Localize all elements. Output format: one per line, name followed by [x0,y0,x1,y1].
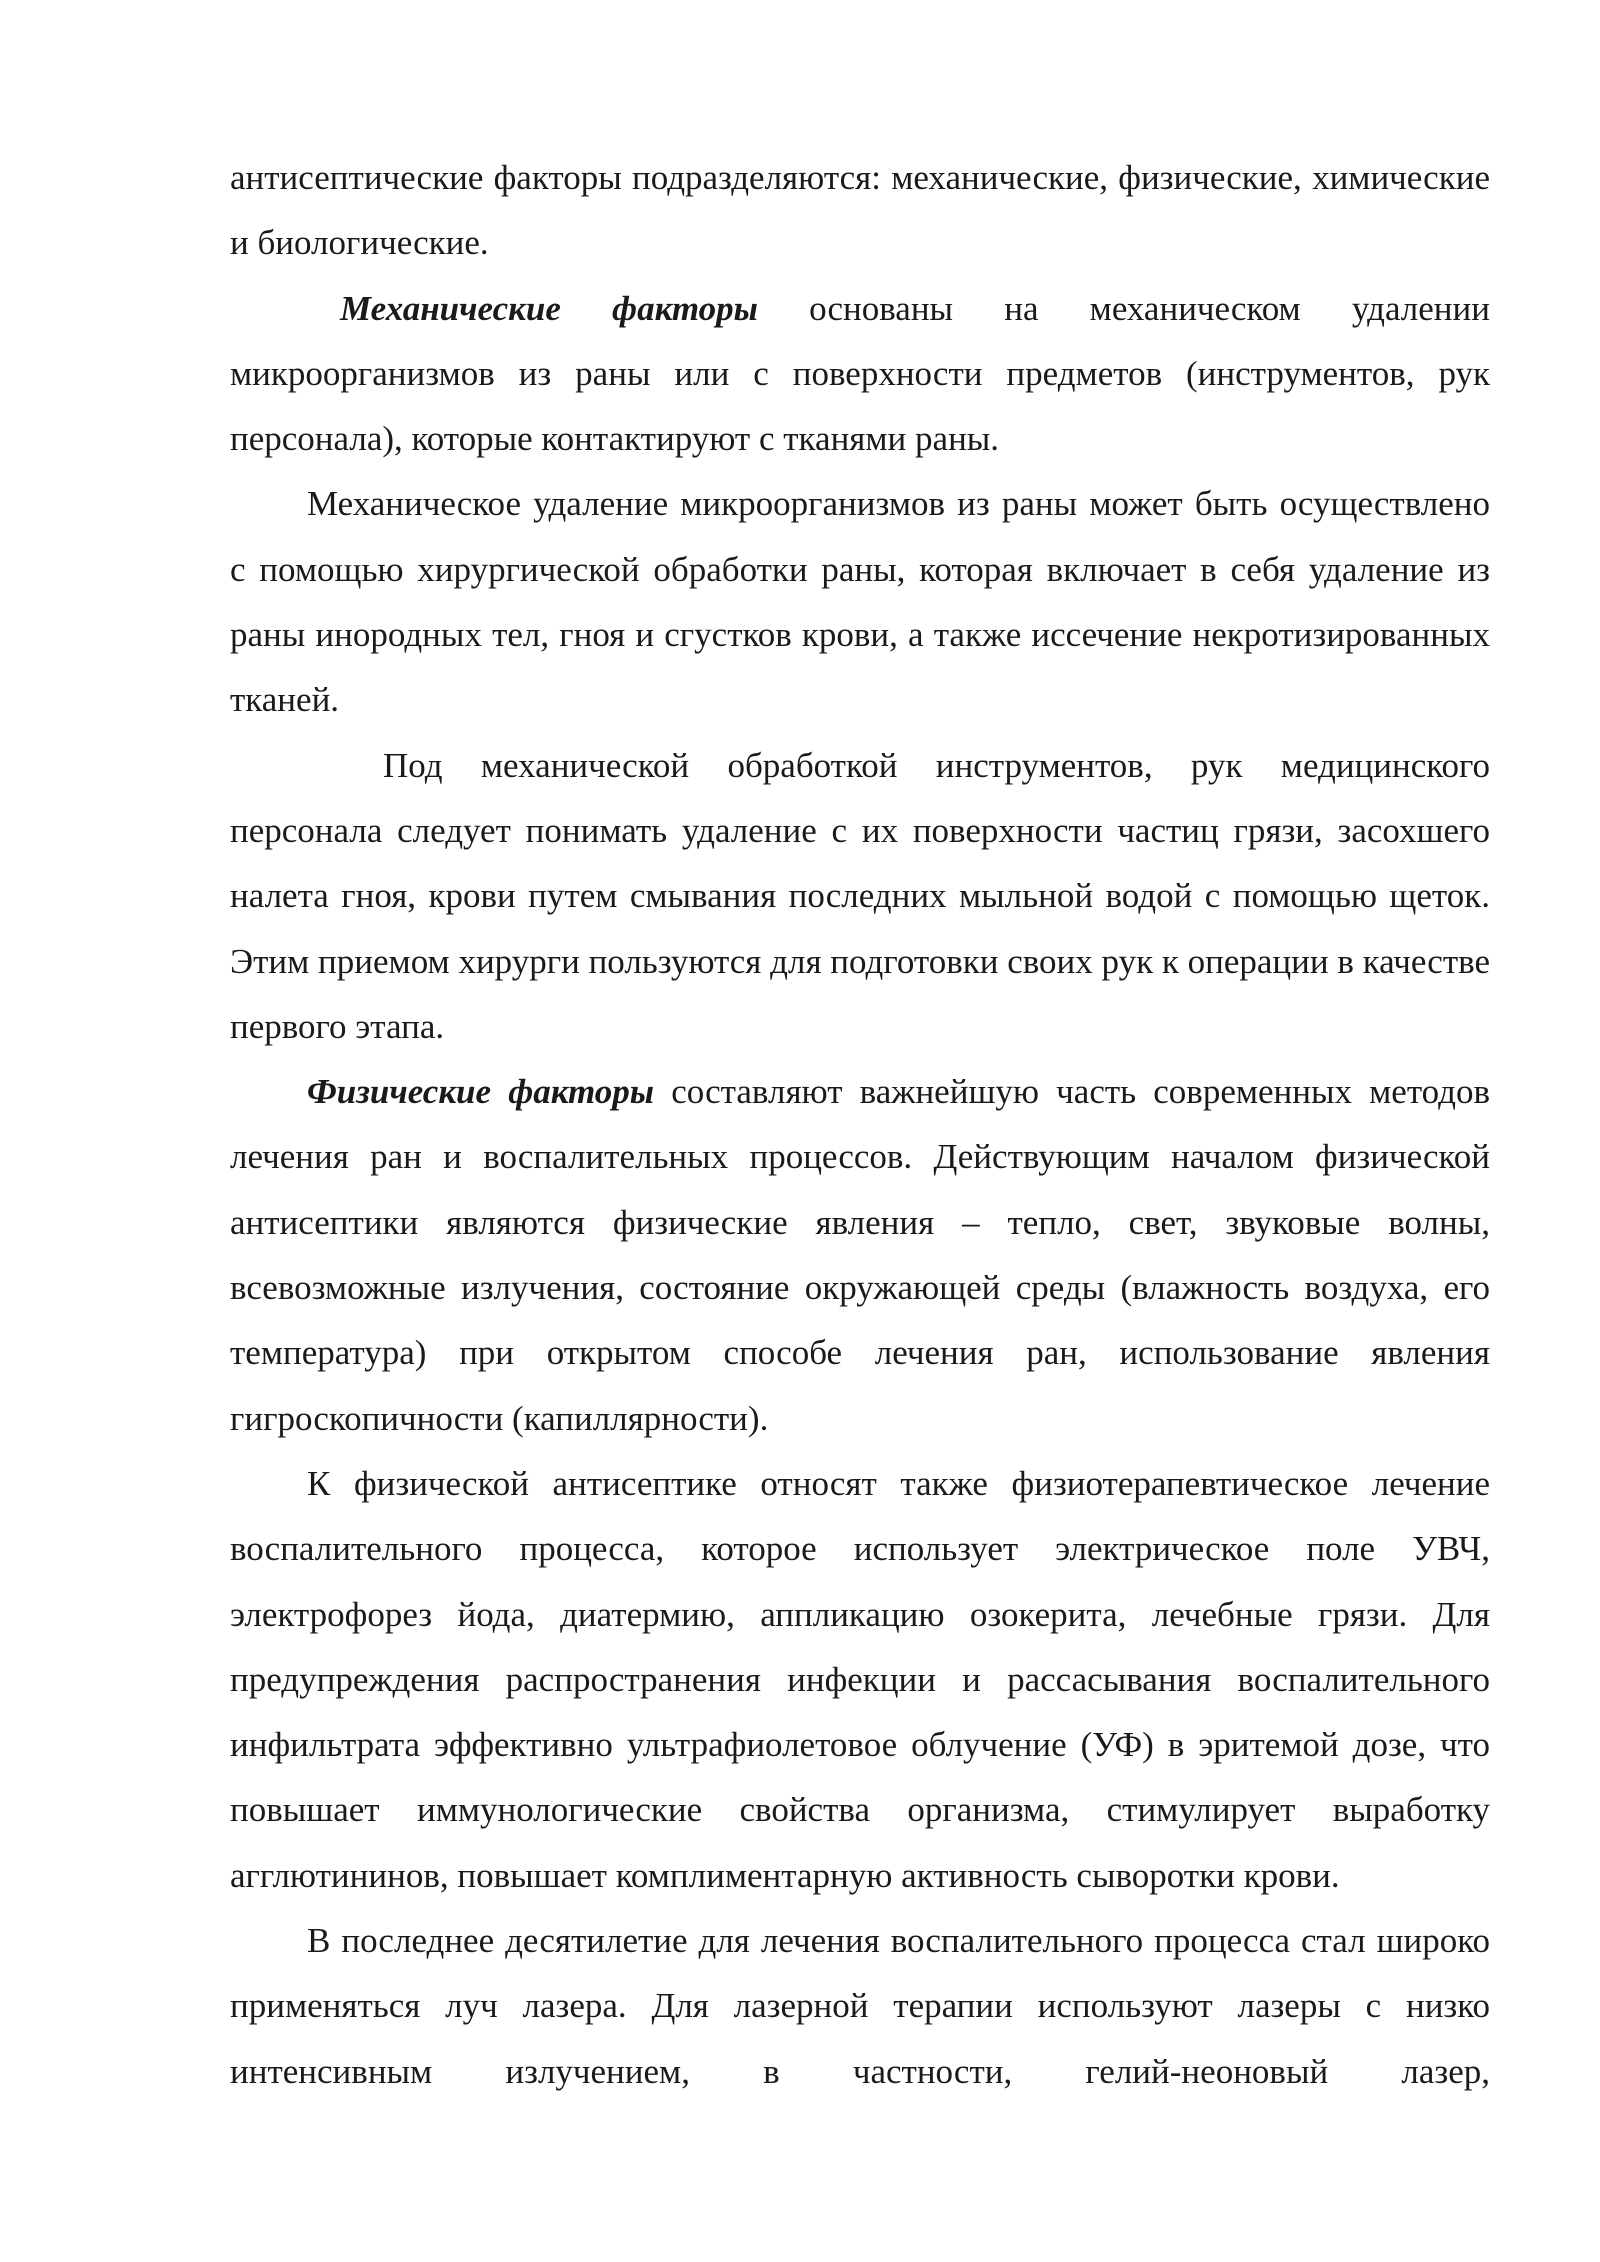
paragraph-2 [230,276,1490,472]
paragraph-6-text: К физической антисептике относят также физиотерапевтическое лечение воспалительного процесса, которое использует электрическое поле УВЧ, электрофорез йода, диатермию, аппликацию озокерита, лечебные грязи. Для предупреждения распространения инфекции и рассасывания воспалительного инфильтрата эффективно ультрафиолетовое облучение (УФ) в эритемой дозе, что повышает иммунологические свойства организма, стимулирует выработку агглютининов, повышает комплиментарную активность сыворотки крови. [230,1463,1490,1895]
paragraph-7-text: В последнее десятилетие для лечения воспалительного процесса стал широко применяться луч лазера. Для лазерной терапии используют лазеры с низко интенсивным излучением, в частности, гелий-неоновый лазер, [230,1921,1490,2091]
paragraph-7 [230,1908,1490,2104]
paragraph-4 [230,733,1490,1059]
term-mechanical-factors: Механические факторы [340,288,758,328]
paragraph-1-text: антисептические факторы подразделяются: механические, физические, химические и биологические. [230,158,1490,263]
paragraph-6 [230,1451,1490,1908]
paragraph-1 [230,145,1490,276]
paragraph-3 [230,471,1490,732]
paragraph-4-text: Под механической обработкой инструментов, рук медицинского персонала следует понимать удаление с их поверхности частиц грязи, засохшего налета гноя, крови путем смывания последних мыльной водой с помощью щеток. Этим приемом хирурги пользуются для подготовки своих рук к операции в качестве первого этапа. [230,745,1490,1046]
paragraph-2-text: основаны на механическом удалении микроорганизмов из раны или с поверхности предметов (инструментов, рук персонала), которые контактируют с тканями раны. [230,288,1490,459]
paragraph-3-text: Механическое удаление микроорганизмов из раны может быть осуществлено с помощью хирургической обработки раны, которая включает в себя удаление из раны инородных тел, гноя и сгустков крови, а также иссечение некротизированных тканей. [230,484,1490,720]
term-physical-factors: Физические факторы [307,1072,655,1112]
document-body [230,145,1490,2104]
paragraph-5-text: составляют важнейшую часть современных методов лечения ран и воспалительных процессов. Действующим началом физической антисептики являются физические явления – тепло, свет, звуковые волны, всевозможные излучения, состояние окружающей среды (влажность воздуха, его температура) при открытом способе лечения ран, использование явления гигроскопичности (капиллярности). [230,1072,1490,1438]
paragraph-5 [230,1059,1490,1451]
